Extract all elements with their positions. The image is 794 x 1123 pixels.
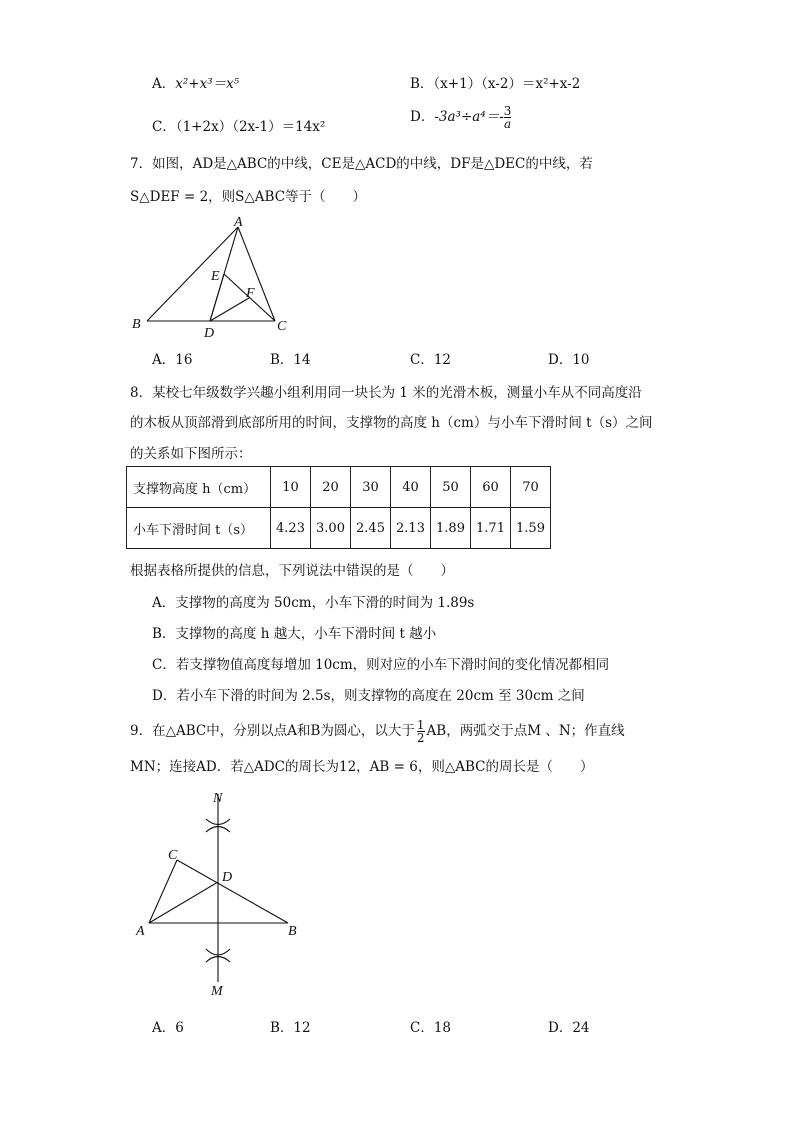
option-label: B． [270,352,294,368]
option-value: 12 [433,352,452,368]
fraction-denominator: 2 [416,731,425,745]
q9-stem-line1 [130,719,625,744]
option-label: B． [410,76,434,92]
fraction-half [417,719,425,744]
vertex-label-d: D [204,326,215,341]
option-value: 18 [433,1020,452,1036]
q8-stem-line2: 的木板从顶部滑到底部所用的时间，支撑物的高度 h（cm）与小车下滑时间 t（s）之间 [130,415,653,431]
q8-prompt: 根据表格所提供的信息，下列说法中错误的是（ ） [130,563,454,579]
table-cell: 30 [351,467,391,508]
point-label-b: B [288,924,297,939]
q7-option-b [270,348,311,368]
q9-option-b [270,1016,311,1036]
table-cell: 3.00 [311,508,351,549]
option-label: C． [410,1020,434,1036]
q7-option-c [410,348,451,368]
q8-option-d: D．若小车下滑的时间为 2.5s，则支撑物的高度在 20cm 至 30cm 之间 [152,688,585,704]
fraction [504,105,512,130]
point-label-c: C [168,848,178,863]
stem-text: AB，两弧交于点M 、N；作直线 [426,723,625,739]
option-text: （x+1）（x-2）＝x²+x-2 [433,76,581,92]
table-row-header: 支撑物高度 h（cm） [127,467,271,508]
q7-option-a [152,348,192,368]
q6-option-a [152,72,239,92]
table-cell: 20 [311,467,351,508]
option-text: x²+x³＝x⁵ [175,76,240,92]
option-value: 6 [175,1020,184,1036]
vertex-label-f: F [246,286,255,301]
vertex-label-a: A [234,215,243,230]
q8-data-table [126,466,551,549]
option-value: 14 [293,352,311,368]
q6-option-d [410,105,511,130]
vertex-label-e: E [211,269,220,284]
table-cell: 60 [471,467,511,508]
table-cell: 2.13 [391,508,431,549]
q9-option-c [410,1016,451,1036]
table-row [127,508,551,549]
point-label-a: A [136,924,145,939]
table-cell: 10 [271,467,311,508]
fraction-numerator: 1 [416,718,425,732]
option-label: A． [152,1020,176,1036]
option-value: 16 [175,352,193,368]
table-cell: 4.23 [271,508,311,549]
q7-option-d [548,348,590,368]
table-row-header: 小车下滑时间 t（s） [127,508,271,549]
q7-stem-line2: S△DEF = 2，则S△ABC等于（ ） [130,189,367,205]
q8-stem-line1: 8．某校七年级数学兴趣小组利用同一块长为 1 米的光滑木板，测量小车从不同高度沿 [130,385,642,401]
table-row [127,467,551,508]
q9-stem-line2: MN；连接AD．若△ADC的周长为12，AB = 6，则△ABC的周长是（ ） [130,759,594,775]
option-value: 24 [572,1020,590,1036]
option-label: A． [152,352,176,368]
q7-stem-line1: 7．如图，AD是△ABC的中线，CE是△ACD的中线，DF是△DEC的中线，若 [130,156,593,172]
table-cell: 1.59 [511,508,551,549]
table-cell: 50 [431,467,471,508]
table-cell: 40 [391,467,431,508]
q8-option-c: C．若支撑物值高度每增加 10cm，则对应的小车下滑时间的变化情况都相同 [152,657,610,673]
q8-stem-line3: 的关系如下图所示： [130,446,252,462]
stem-text: 9．在△ABC中，分别以点A和B为圆心，以大于 [130,723,415,739]
q8-option-a: A．支撑物的高度为 50cm，小车下滑的时间为 1.89s [152,595,475,611]
fraction-numerator: 3 [503,104,512,118]
option-label: D． [548,1020,573,1036]
table-cell: 1.89 [431,508,471,549]
option-label: C． [410,352,434,368]
q6-option-c [152,115,325,135]
fraction-denominator: a [504,117,512,131]
option-value: 12 [293,1020,311,1036]
vertex-label-b: B [132,317,141,332]
option-label: D． [548,352,573,368]
q9-construction-figure [130,784,310,1004]
point-label-d: D [222,870,233,885]
point-label-m: M [211,984,223,999]
table-cell: 1.71 [471,508,511,549]
option-label: B． [270,1020,294,1036]
option-label: A． [152,76,176,92]
q6-option-b [410,72,580,92]
q9-option-d [548,1016,590,1036]
vertex-label-c: C [277,319,287,334]
option-value: 10 [572,352,590,368]
option-text: -3a³÷a⁴＝- [434,109,504,125]
q9-option-a [152,1016,184,1036]
option-label: C． [152,119,176,135]
point-label-n: N [213,791,223,806]
table-cell: 70 [511,467,551,508]
table-cell: 2.45 [351,508,391,549]
q7-triangle-figure [128,212,298,344]
option-text: （1+2x）（2x-1）＝14x² [175,119,326,135]
q8-option-b: B．支撑物的高度 h 越大，小车下滑时间 t 越小 [152,626,437,642]
option-label: D． [410,109,435,125]
